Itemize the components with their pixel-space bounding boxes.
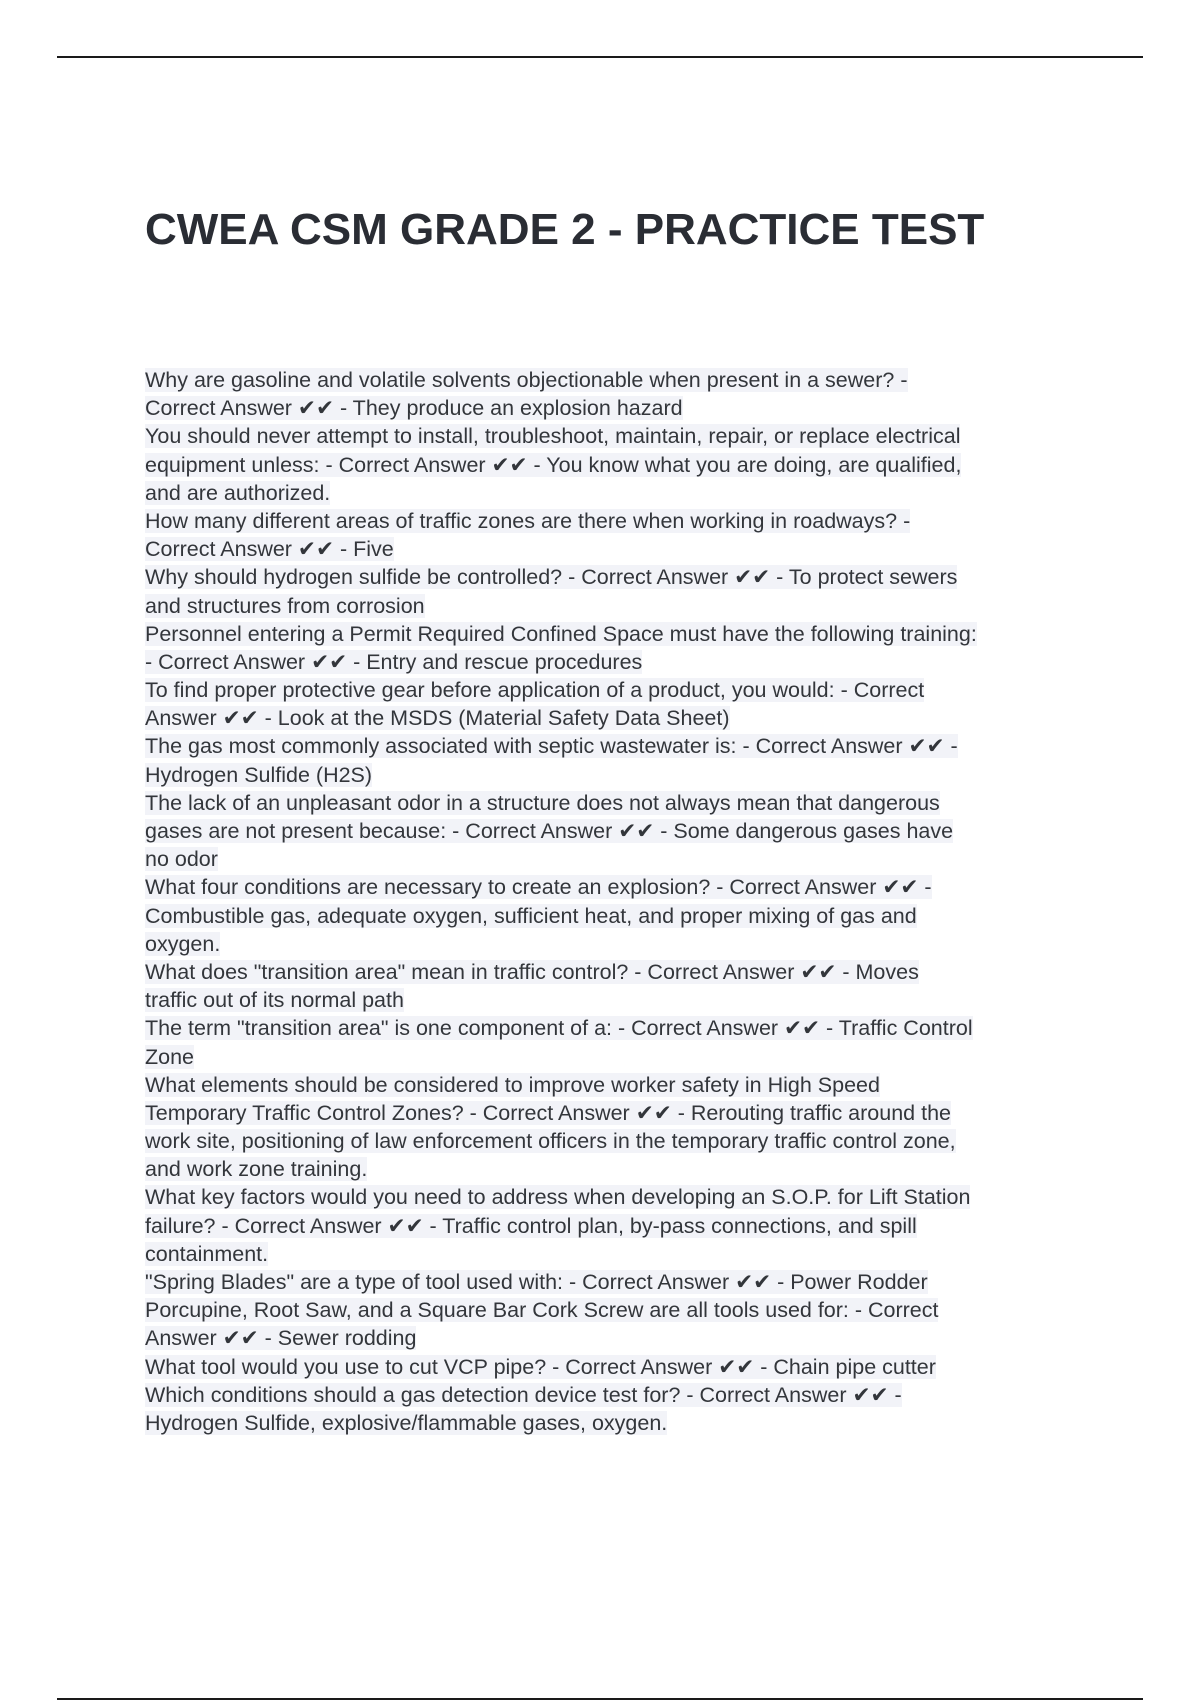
qa-line: Answer ✔✔ - Look at the MSDS (Material Safety Data Sheet) xyxy=(145,706,730,731)
qa-line: What key factors would you need to address when developing an S.O.P. for Lift Station xyxy=(145,1185,971,1210)
qa-line: equipment unless: - Correct Answer ✔✔ - You know what you are doing, are qualified, xyxy=(145,452,962,477)
qa-line: Personnel entering a Permit Required Confined Space must have the following training: xyxy=(145,621,977,646)
qa-line: Correct Answer ✔✔ - Five xyxy=(145,537,394,562)
qa-line: Answer ✔✔ - Sewer rodding xyxy=(145,1326,417,1351)
qa-line: Hydrogen Sulfide, explosive/flammable gases, oxygen. xyxy=(145,1410,668,1435)
qa-line: Porcupine, Root Saw, and a Square Bar Cork Screw are all tools used for: - Correct xyxy=(145,1298,939,1323)
qa-line: The lack of an unpleasant odor in a structure does not always mean that dangerous xyxy=(145,790,940,815)
qa-line: Combustible gas, adequate oxygen, sufficient heat, and proper mixing of gas and xyxy=(145,903,917,928)
qa-line: and are authorized. xyxy=(145,480,331,505)
qa-line: Zone xyxy=(145,1044,195,1069)
qa-line: What elements should be considered to improve worker safety in High Speed xyxy=(145,1072,880,1097)
qa-line: Temporary Traffic Control Zones? - Correct Answer ✔✔ - Rerouting traffic around the xyxy=(145,1100,951,1125)
qa-line: What tool would you use to cut VCP pipe? - Correct Answer ✔✔ - Chain pipe cutter xyxy=(145,1354,936,1379)
qa-list xyxy=(145,366,1095,1437)
qa-line: How many different areas of traffic zones are there when working in roadways? - xyxy=(145,508,911,533)
qa-line: Which conditions should a gas detection device test for? - Correct Answer ✔✔ - xyxy=(145,1382,902,1407)
qa-line: - Correct Answer ✔✔ - Entry and rescue procedures xyxy=(145,649,643,674)
qa-line: Why are gasoline and volatile solvents objectionable when present in a sewer? - xyxy=(145,368,908,392)
top-rule xyxy=(57,56,1143,58)
qa-line: What four conditions are necessary to create an explosion? - Correct Answer ✔✔ - xyxy=(145,875,932,900)
qa-line: and structures from corrosion xyxy=(145,593,425,618)
qa-line: oxygen. xyxy=(145,931,221,956)
qa-line: The term "transition area" is one component of a: - Correct Answer ✔✔ - Traffic Control xyxy=(145,1016,973,1041)
qa-line: To find proper protective gear before application of a product, you would: - Correct xyxy=(145,678,925,703)
qa-line: Correct Answer ✔✔ - They produce an explosion hazard xyxy=(145,396,683,421)
qa-line: work site, positioning of law enforcement officers in the temporary traffic control zone, xyxy=(145,1129,956,1154)
qa-line: containment. xyxy=(145,1241,269,1266)
qa-line: What does "transition area" mean in traffic control? - Correct Answer ✔✔ - Moves xyxy=(145,959,919,984)
qa-line: Why should hydrogen sulfide be controlled? - Correct Answer ✔✔ - To protect sewers xyxy=(145,565,958,590)
document-title: CWEA CSM GRADE 2 - PRACTICE TEST xyxy=(145,205,985,254)
qa-line: The gas most commonly associated with septic wastewater is: - Correct Answer ✔✔ - xyxy=(145,734,958,759)
qa-line: Hydrogen Sulfide (H2S) xyxy=(145,762,373,787)
qa-line: You should never attempt to install, troubleshoot, maintain, repair, or replace electrical xyxy=(145,424,961,449)
qa-line: gases are not present because: - Correct Answer ✔✔ - Some dangerous gases have xyxy=(145,819,954,843)
qa-line: "Spring Blades" are a type of tool used with: - Correct Answer ✔✔ - Power Rodder xyxy=(145,1270,928,1294)
qa-line: traffic out of its normal path xyxy=(145,988,404,1013)
qa-line: no odor xyxy=(145,847,218,872)
qa-line: and work zone training. xyxy=(145,1157,368,1182)
qa-line: failure? - Correct Answer ✔✔ - Traffic control plan, by-pass connections, and spill xyxy=(145,1213,917,1238)
